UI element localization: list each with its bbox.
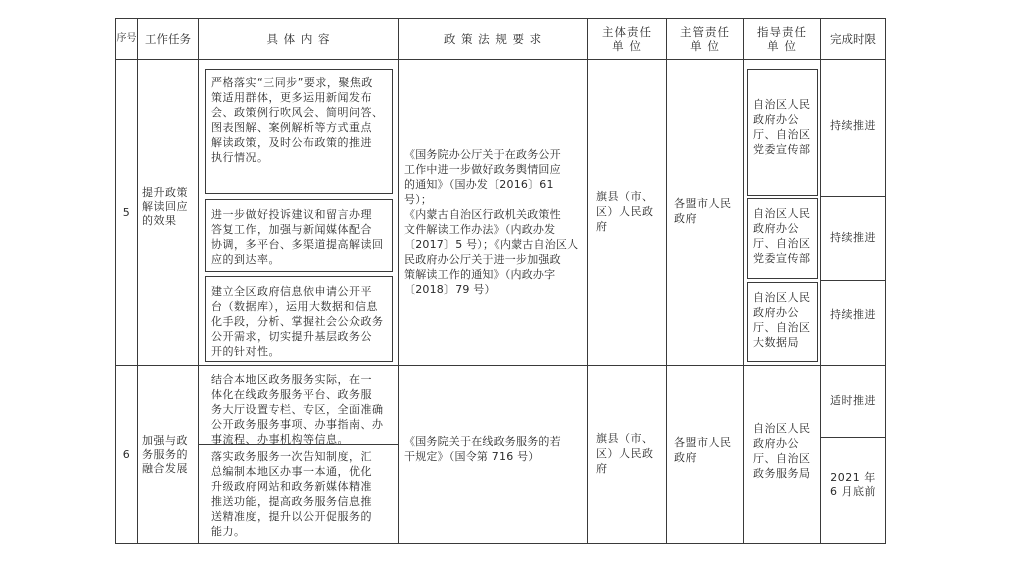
row5-guide-unit-3: 自治区人民 政府办公 厅、自治区 大数据局 — [753, 291, 811, 349]
row5-supervisor-unit: 各盟市人民 政府 — [674, 197, 732, 225]
row6-seq: 6 — [122, 448, 131, 461]
header-guide-unit: 指导责任 单 位 — [757, 25, 807, 53]
header-subject-unit: 主体责任 单 位 — [602, 25, 652, 53]
row5-task: 提升政策 解读回应 的效果 — [142, 186, 188, 227]
row5-policy: 《国务院办公厅关于在政务公开 工作中进一步做好政务舆情回应 的通知》（国办发〔2016〕61 号）； 《内蒙古自治区行政机关政策性 文件解读工作办法》（内政办发 〔2017〕5 号）；《内蒙古自治区人 民政府办公厅关于进一步加强政 策解读工作的通知》（内政办字 〔2018〕79 号） — [404, 148, 579, 296]
row5-seq: 5 — [122, 206, 131, 219]
row6-subject-unit: 旗县（市、 区）人民政 府 — [596, 432, 654, 475]
header-task: 工作任务 — [145, 32, 191, 46]
row6-guide-unit: 自治区人民 政府办公 厅、自治区 政务服务局 — [753, 422, 811, 480]
row5-content-2: 进一步做好投诉建议和留言办理 答复工作，加强与新闻媒体配合 协调，多平台、多渠道提高解读回 应的到达率。 — [211, 208, 384, 266]
row6-policy: 《国务院关于在线政务服务的若 干规定》（国令第 716 号） — [404, 435, 561, 463]
row5-deadline-2: 持续推进 — [830, 230, 876, 244]
row5-deadline-1: 持续推进 — [830, 118, 876, 132]
row6-supervisor-unit: 各盟市人民 政府 — [674, 436, 732, 464]
row5-content-1: 严格落实“三同步”要求，聚焦政 策适用群体，更多运用新闻发布 会、政策例行吹风会、简明问答、 图表图解、案例解析等方式重点 解读政策，及时公布政策的推进 执行情况。 — [211, 76, 384, 164]
header-deadline: 完成时限 — [830, 32, 876, 46]
row6-content-2: 落实政务服务一次告知制度，汇 总编制本地区办事一本通，优化 升级政府网站和政务新媒体精准 推送功能，提高政务服务信息推 送精准度，提升以公开促服务的 能力。 — [211, 450, 372, 538]
header-content: 具 体 内 容 — [266, 32, 331, 46]
row6-content-1: 结合本地区政务服务实际，在一 体化在线政务服务平台、政务服 务大厅设置专栏、专区，全面准确 公开政务服务事项、办事指南、办 事流程、办事机构等信息。 — [211, 373, 384, 446]
header-supervisor-unit: 主管责任 单 位 — [680, 25, 730, 53]
row6-deadline-2: 2021 年 6 月底前 — [830, 471, 876, 498]
row5-subject-unit: 旗县（市、 区）人民政 府 — [596, 190, 654, 233]
row5-content-3: 建立全区政府信息依申请公开平 台（数据库），运用大数据和信息 化手段，分析、掌握社会公众政务 公开需求，切实提升基层政务公 开的针对性。 — [211, 285, 384, 358]
header-seq: 序号 — [116, 33, 137, 44]
row5-deadline-3: 持续推进 — [830, 307, 876, 321]
row5-guide-unit-2: 自治区人民 政府办公 厅、自治区 党委宣传部 — [753, 207, 811, 265]
row5-guide-unit-1: 自治区人民 政府办公 厅、自治区 党委宣传部 — [753, 98, 811, 156]
header-policy: 政 策 法 规 要 求 — [443, 32, 543, 46]
row6-deadline-1: 适时推进 — [830, 393, 876, 407]
row6-task: 加强与政 务服务的 融合发展 — [142, 434, 188, 475]
